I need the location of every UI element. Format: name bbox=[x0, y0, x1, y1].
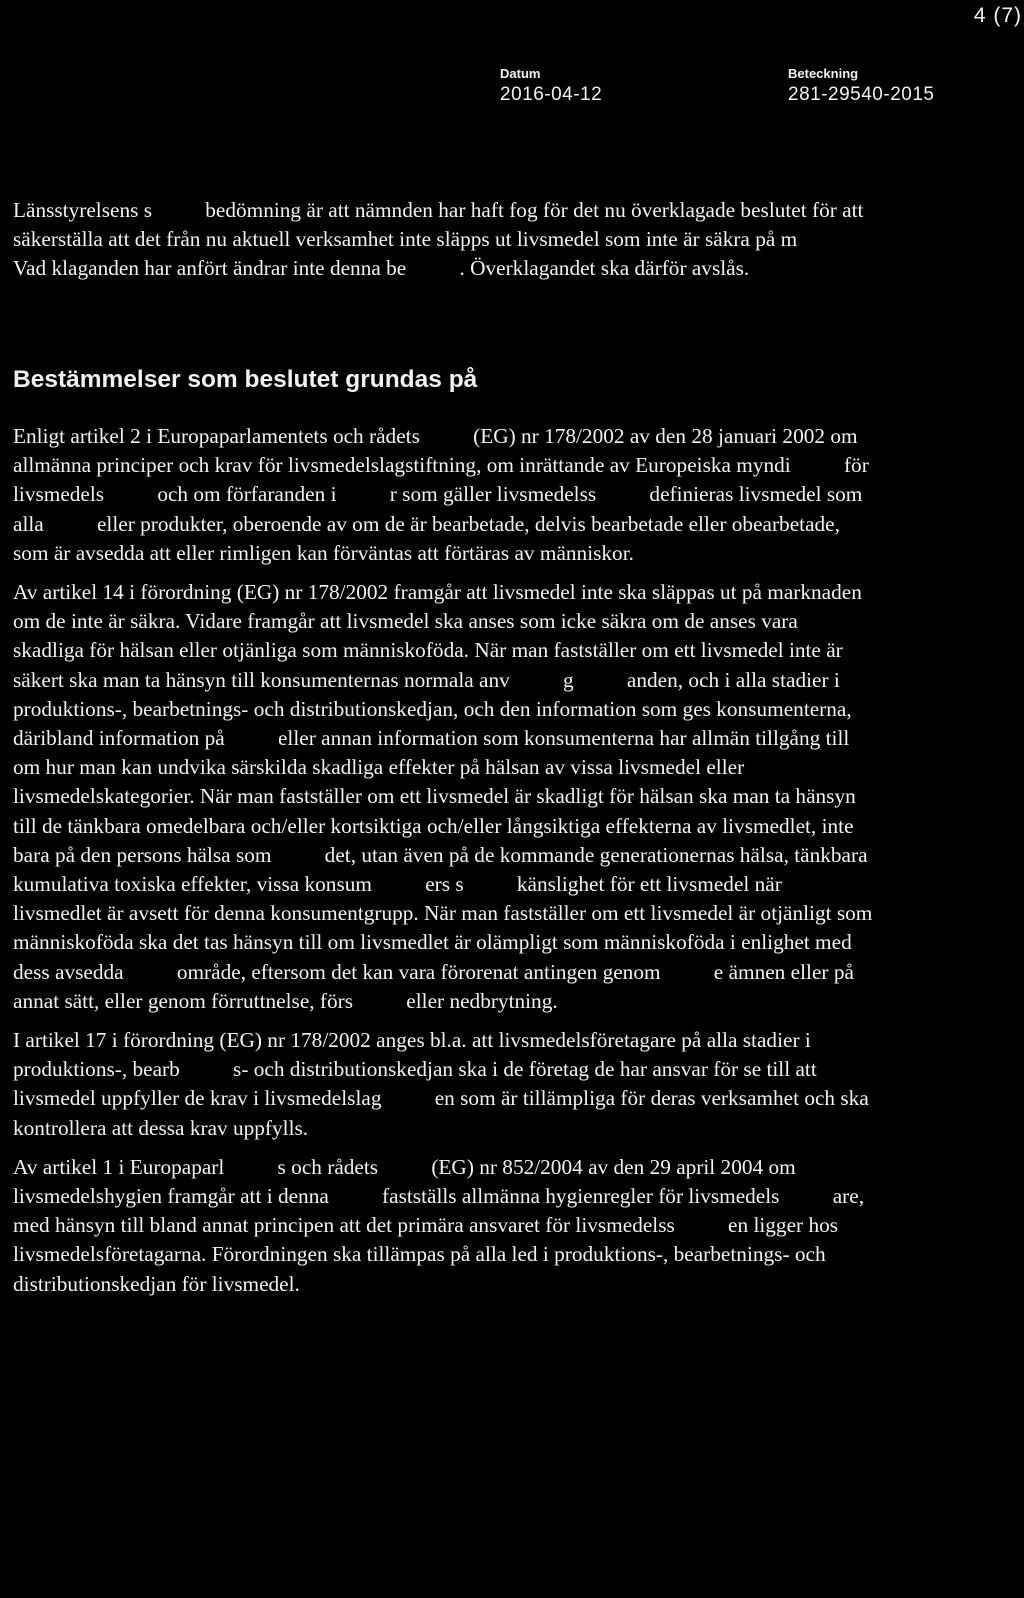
datum-block bbox=[500, 66, 602, 106]
regulation-paragraph-2: Av artikel 14 i förordning (EG) nr 178/2002 framgår att livsmedel inte ska släppas ut på marknaden om de inte är säkra. Vidare framgår att livsmedel ska anses som icke säkra om de anses vara skadliga för hälsan eller otjänliga som människoföda. När man fastställer om ett livsmedel inte är säkert ska man ta hänsyn till konsumenternas normala anv g anden, och i alla stadier i produktions-, bearbetnings- och distributionskedjan, och den information som ges konsumenterna, däribland information på eller annan information som konsumenterna har allmän tillgång till om hur man kan undvika särskilda skadliga effekter på hälsan av vissa livsmedel eller livsmedelskategorier. När man fastställer om ett livsmedel är skadligt för hälsan ska man ta hänsyn till de tänkbara omedelbara och/eller kortsiktiga och/eller långsiktiga effekterna av livsmedlet, inte bara på den persons hälsa som det, utan även på de kommande generationernas hälsa, tänkbara kumulativa toxiska effekter, vissa konsum ers s känslighet för ett livsmedel när livsmedlet är avsett för denna konsumentgrupp. När man fastställer om ett livsmedel är otjänligt som människoföda ska det tas hänsyn till om livsmedlet är olämpligt som människoföda i enlighet med dess avsedda område, eftersom det kan vara förorenat antingen genom e ämnen eller på annat sätt, eller genom förruttnelse, förs eller nedbrytning. bbox=[13, 580, 878, 1013]
datum-value: 2016-04-12 bbox=[500, 84, 603, 105]
regulation-paragraph-1: Enligt artikel 2 i Europaparlamentets och rådets (EG) nr 178/2002 av den 28 januari 2002 om allmänna principer och krav för livsmedelslagstiftning, om inrättande av Europeiska myndi för livsmedels och om förfaranden i r som gäller livsmedelss definieras livsmedel som alla eller produkter, oberoende av om de är bearbetade, delvis bearbetade eller obearbetade, som är avsedda att eller rimligen kan förväntas att förtäras av människor. bbox=[13, 424, 875, 565]
intro-paragraph: Länsstyrelsens s bedömning är att nämnden har haft fog för det nu överklagade beslutet för att säkerställa att det från nu aktuell verksamhet inte släpps ut livsmedel som inte är säkra på m Vad klaganden har anfört ändrar inte denna be . Överklagandet ska därför avslås. bbox=[13, 198, 869, 281]
regulation-paragraph-4: Av artikel 1 i Europaparl s och rådets (EG) nr 852/2004 av den 29 april 2004 om livsmedelshygien framgår att i denna fastställs allmänna hygienregler för livsmedels are, med hänsyn till bland annat principen att det primära ansvaret för livsmedelss en ligger hos livsmedelsföretagarna. Förordningen ska tillämpas på alla led i produktions-, bearbetnings- och distributionskedjan för livsmedel. bbox=[13, 1154, 870, 1296]
beteckning-label: Beteckning bbox=[788, 66, 859, 81]
page-number: 4 (7) bbox=[973, 4, 1022, 27]
intro-section bbox=[13, 196, 873, 294]
regulation-paragraph-3: I artikel 17 i förordning (EG) nr 178/2002 anges bl.a. att livsmedelsföretagare på alla stadier i produktions-, bearb s- och distributionskedjan ska i de företag de har ansvar för se till att livsmedel uppfyller de krav i livsmedelslag en som är tillämpliga för deras verksamhet och ska kontrollera att dessa krav uppfylls. bbox=[13, 1028, 875, 1140]
beteckning-value: 281-29540-2015 bbox=[788, 84, 935, 105]
regulations-section bbox=[13, 422, 878, 1309]
beteckning-block bbox=[788, 66, 934, 106]
datum-label: Datum bbox=[500, 66, 541, 81]
section-heading: Bestämmelser som beslutet grundas på bbox=[13, 366, 478, 393]
